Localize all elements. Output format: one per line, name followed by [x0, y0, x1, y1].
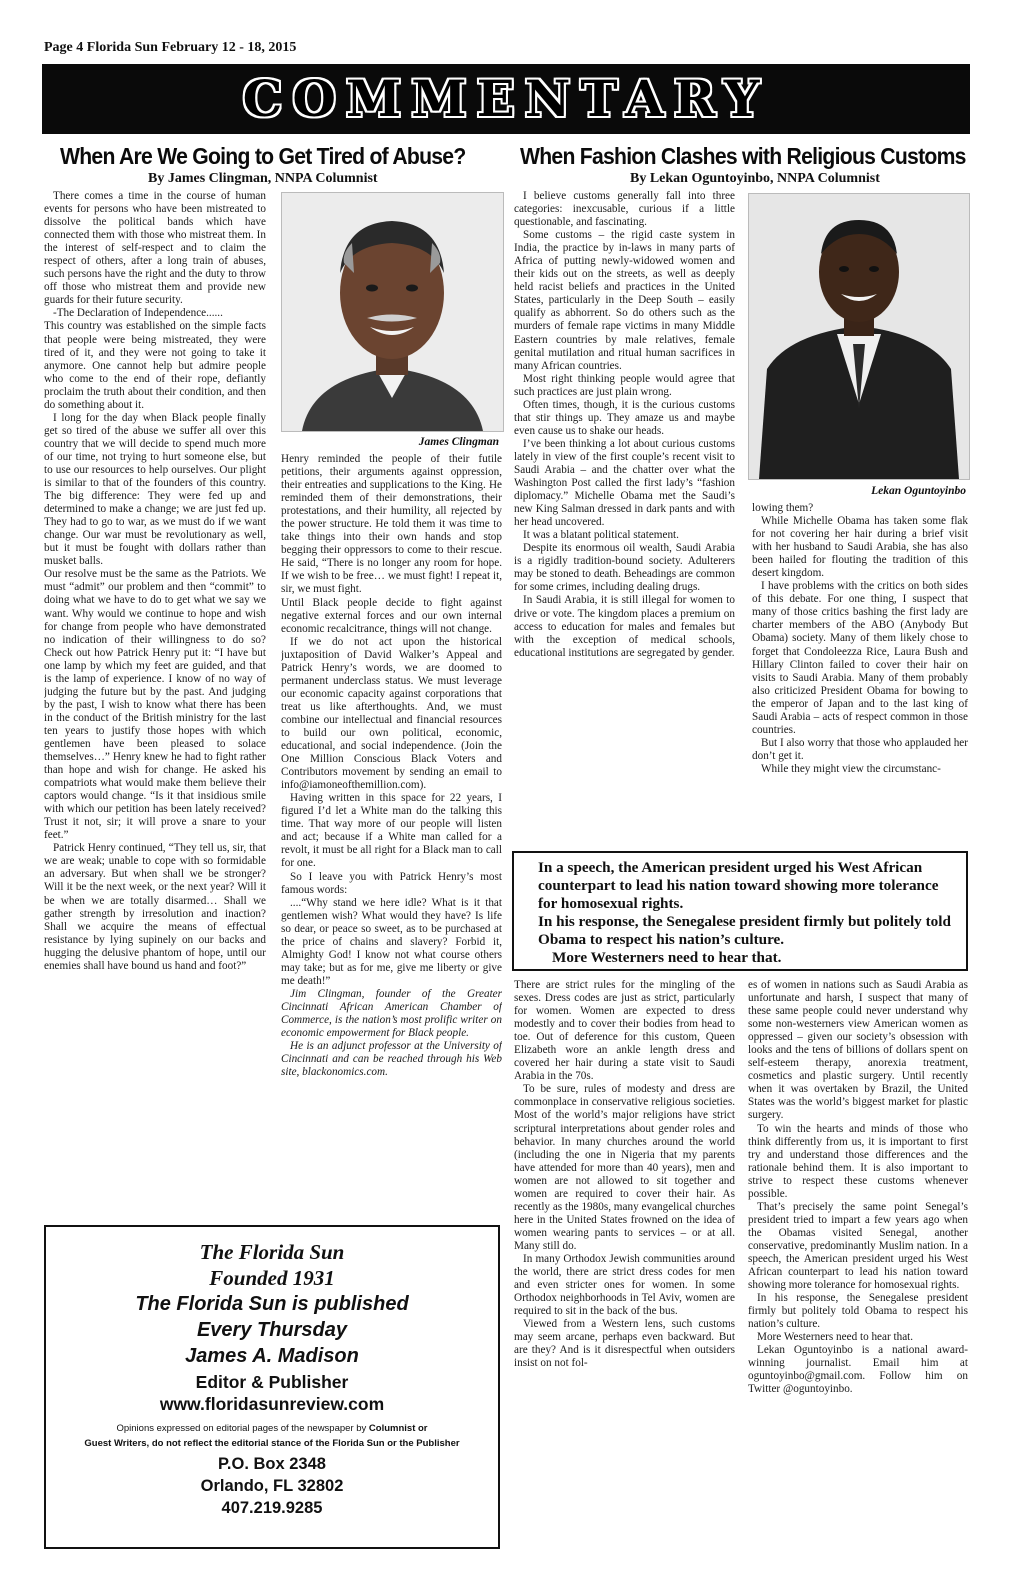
pull-quote-box — [512, 851, 968, 971]
right-article-column-3 — [514, 979, 735, 1549]
paragraph: If we do not act upon the historical juxtaposition of David Walker’s Appeal and Patrick Henry’s words, we are doomed to permanent underclass status. We must leverage our economic capacity against corporations that treat us like afterthoughts. And, we must combine our intellectual and financial resources to build our own political, economic, educational, and social independence. (Join the One Million Conscious Black Voters and Contributors movement by sending an email to info@iamoneofthemillion.com). — [281, 635, 502, 792]
page-header-line: Page 4 Florida Sun February 12 - 18, 2015 — [44, 40, 297, 55]
paragraph: I’ve been thinking a lot about curious customs lately in view of the first couple’s recent visit to Saudi Arabia – and the chatter over what the Washington Post called the first lady’s “fashion diplomacy.” Michelle Obama met the Saudi’s new King Salman dressed in dark pants and with her head uncovered. — [514, 437, 735, 529]
paragraph: It was a blatant political statement. — [523, 529, 679, 542]
paragraph: Most right thinking people would agree that such practices are just plain wrong. — [514, 372, 735, 398]
founded-line: Founded 1931 — [209, 1266, 335, 1290]
phone-number: 407.219.9285 — [221, 1499, 323, 1517]
paragraph: Lekan Oguntoyinbo is a national award-winning journalist. Email him at oguntoyinbo@gmail.com. Follow him on Twitter @oguntoyinbo. — [748, 1344, 968, 1396]
paragraph: There are strict rules for the mingling of the sexes. Dress codes are just as strict, particularly for women. Women are expected to dress modestly and to cover their bodies from head to toe. Out of deference for this custom, Queen Elizabeth wore an ankle length dress and covered her hair during a state visit to Saudi Arabia in the 70s. — [514, 979, 735, 1083]
right-article-column-2 — [752, 502, 968, 842]
paragraph: This country was established on the simple facts that people were being mistreated, they were tired of it, and they were not going to take it anymore. One cannot help but admire people who come to the end of their rope, defiantly proclaim the truth about their condition, and then do something about it. — [44, 320, 266, 411]
paragraph: Henry reminded the people of their futile petitions, their arguments against oppression, their entreaties and supplications to the King. He reminded them of their demonstrations, their protestations, and their humility, all rejected by the power structure. He told them it was time to take things into their own hands and stop begging their oppressors to come to their rescue. He said, “There is no longer any room for hope. If we wish to be free… we must fight! I repeat it, sir, we must fight. — [281, 453, 502, 596]
right-article-byline: By Lekan Oguntoyinbo, NNPA Columnist — [630, 171, 880, 186]
po-box: P.O. Box 2348 — [218, 1455, 326, 1473]
section-banner — [42, 64, 970, 134]
paragraph: Our resolve must be the same as the Patriots. We must “admit” our problem and then “commit” to doing what we have to do to get what we say we want. Why would we continue to hope and wish for change from people who have demonstrated no indication of their willingness to do so? Check out how Patrick Henry put it: “I have but one lamp by which my feet are guided, and that is the lamp of experience. I know of no way of judging the future but by the past. And judging by the past, I wish to know what there has been in the conduct of the British ministry for the last ten years to justify those hopes with which gentlemen have been pleased to solace themselves…” Henry knew he had to fight rather than hope and wish for change. He asked his compatriots what would make them believe their captors would change. “Is it that insidious smile with which our petition has been lately received? Trust it not, sir; it will prove a snare to your feet.” — [44, 568, 266, 842]
right-article-headline: When Fashion Clashes with Religious Customs — [520, 143, 966, 169]
paragraph: Despite its enormous oil wealth, Saudi Arabia is a rigidly tradition-bound society. Adulterers may be stoned to death. Beheadings are common for some crimes, including dealing drugs. — [514, 542, 735, 594]
editor-name: James A. Madison — [185, 1345, 359, 1367]
left-article-headline: When Are We Going to Get Tired of Abuse? — [60, 143, 466, 169]
james-clingman-photo-caption: James Clingman — [418, 436, 499, 448]
published-line-2: Every Thursday — [196, 1319, 348, 1341]
author-bio: He is an adjunct professor at the University of Cincinnati and can be reached through his Web site, blackonomics.com. — [281, 1040, 502, 1079]
paragraph: Until Black people decide to fight against negative external forces and our own internal economic recalcitrance, things will not change. — [281, 596, 502, 635]
left-article-column-2 — [281, 453, 502, 1215]
paragraph: More Westerners need to hear that. — [757, 1331, 914, 1344]
pull-quote-line: In a speech, the American president urged his West African counterpart to lead his nation toward showing more tolerance for homosexual rights. — [538, 859, 939, 912]
paragraph: So I leave you with Patrick Henry’s most famous words: — [281, 870, 502, 896]
paragraph: I believe customs generally fall into three categories: inexcusable, curious if a little questionable, and fascinating. — [514, 190, 735, 229]
paragraph: In many Orthodox Jewish communities around the world, there are strict dress codes for men and even stricter ones for women. In some Orthodox neighborhoods in Tel Aviv, women are required to sit in the back of the bus. — [514, 1252, 735, 1318]
editor-title: Editor & Publisher — [195, 1372, 349, 1392]
disclaimer-line-1: Opinions expressed on editorial pages of the newspaper by Columnist or — [116, 1423, 428, 1434]
lekan-oguntoyinbo-photo — [748, 193, 970, 480]
paragraph: To win the hearts and minds of those who think differently from us, it is important to first try and understand those differences and the rationale behind them. It is also important to strive to respect these customs whenever possible. — [748, 1122, 968, 1200]
paragraph: Patrick Henry continued, “They tell us, sir, that we are weak; unable to cope with so formidable an adversary. But when shall we be stronger? Will it be the next week, or the next year? Will it be when we are totally disarmed… Shall we gather strength by irresolution and inaction? Shall we acquire the means of effectual resistance by lying supinely on our backs and hugging the delusive phantom of hope, until our enemies shall have bound us hand and foot?” — [44, 842, 266, 972]
author-bio: Jim Clingman, founder of the Greater Cincinnati African American Chamber of Commerce, is the nation’s most prolific writer on economic empowerment for Black people. — [281, 987, 502, 1040]
masthead-info-box — [44, 1225, 500, 1549]
portrait-illustration — [282, 193, 503, 431]
paragraph: lowing them? — [752, 502, 814, 514]
left-article-byline: By James Clingman, NNPA Columnist — [148, 171, 378, 186]
right-article-column-1 — [514, 190, 735, 842]
paragraph: Some customs – the rigid caste system in India, the practice by in-laws in many parts of Africa of putting newly-widowed women and their kids out on the streets, as well as deeply held racist beliefs and practices in the United States, particularly in the Deep South – easily qualify as abhorrent. So do others such as the murders of female rape victims in many Middle Eastern countries by male relatives, female genital mutilation and ritual human sacrifices in many African countries. — [514, 229, 735, 372]
paragraph: There comes a time in the course of human events for persons who have been mistreated to dissolve the political bands which have connected them with those who mistreat them. In the interest of self-respect and to claim the respect of others, after a long train of abuses, such persons have the right and the duty to throw off those who mistreat them and provide new guards for their future security. — [44, 190, 266, 307]
section-banner-title: COMMENTARY — [242, 69, 770, 128]
paragraph: I long for the day when Black people finally get so tired of the abuse we suffer all over this country that we will decide to spend much more of our time, not trying to hurt someone else, but to use our resources to help ourselves. Our plight is similar to that of the founders of this country. The big difference: They were fed up and determined to make a change; we are just fed up. They had to go to war, as we must do if we want change. Our war must be revolutionary as well, but it must be fought with dollars rather than musket balls. — [44, 411, 266, 568]
right-article-column-4 — [748, 979, 968, 1549]
left-article-column-1 — [44, 190, 266, 1215]
disclaimer-line-2: Guest Writers, do not reflect the editorial stance of the Florida Sun or the Publisher — [84, 1438, 460, 1449]
city-line: Orlando, FL 32802 — [200, 1477, 344, 1495]
paragraph: To be sure, rules of modesty and dress are commonplace in conservative religious societies. Most of the world’s major religions have strict scriptural interpretations about gender roles and behavior. In many churches around the world (including the one in Nigeria that my parents have attended for more than 40 years), men and women are not allowed to sit together and women are required to cover their hair. As recently as the 1980s, many evangelical churches here in the United States frowned on the idea of women wearing pants to services – or at all. Many still do. — [514, 1083, 735, 1252]
paragraph: While they might view the circumstanc- — [761, 762, 941, 775]
paper-name: The Florida Sun — [199, 1240, 345, 1264]
website-link[interactable]: www.floridasunreview.com — [159, 1394, 385, 1414]
paragraph: es of women in nations such as Saudi Arabia as unfortunate and harsh, I suspect that many of these same people could never understand why some non-westerners view American women as oppressed – given our society’s obsession with looks and the tens of billions of dollars spent on self-esteem therapy, anorexia treatment, cosmetics and plastic surgery. Until recently when it was overtaken by Brazil, the United States was the world’s biggest market for plastic surgery. — [748, 979, 968, 1122]
james-clingman-photo — [281, 192, 504, 432]
pull-quote-line: More Westerners need to hear that. — [552, 949, 782, 966]
paragraph: Often times, though, it is the curious customs that stir things up. They amaze us and maybe even cause us to shake our heads. — [514, 398, 735, 437]
paragraph: -The Declaration of Independence...... — [53, 307, 223, 320]
paragraph: But I also worry that those who applauded her don’t get it. — [752, 736, 968, 762]
paragraph: That’s precisely the same point Senegal’s president tried to impart a few years ago when the Obamas visited Senegal, another conservative, predominantly Muslim nation. In a speech, the American president urged his West African counterpart to lead his nation toward showing more tolerance for homosexual rights. — [748, 1200, 968, 1292]
paragraph: Viewed from a Western lens, such customs may seem arcane, perhaps even backward. But are they? And is it disrespectful when outsiders insist on not fol- — [514, 1318, 735, 1370]
paragraph: In Saudi Arabia, it is still illegal for women to drive or vote. The kingdom places a premium on access to education for males and females but with the exception of medical schools, educational institutions are segregated by gender. — [514, 594, 735, 659]
paragraph: Having written in this space for 22 years, I figured I’d let a White man do the talking this time. That way more of our people will listen and act; because if a White man called for a revolt, it must be all right for a Black man to call for one. — [281, 792, 502, 870]
portrait-illustration — [749, 194, 969, 479]
paragraph: While Michelle Obama has taken some flak for not covering her hair during a brief visit with her husband to Saudi Arabia, she has also been hailed for flouting the tradition of this desert kingdom. — [752, 515, 968, 580]
published-line-1: The Florida Sun is published — [135, 1293, 409, 1315]
paragraph: ....“Why stand we here idle? What is it that gentlemen wish? What would they have? Is life so dear, or peace so sweet, as to be purchased at the price of chains and slavery? Forbid it, Almighty God! I know not what course others may take; but as for me, give me liberty or give me death!” — [281, 896, 502, 987]
paragraph: In his response, the Senegalese president firmly but politely told Obama to respect his nation’s culture. — [748, 1292, 968, 1331]
paragraph: I have problems with the critics on both sides of this debate. For one thing, I suspect that many of those critics bashing the first lady are charter members of the ABO (Anybody But Obama) society. Many of them likely chose to forget that Condoleezza Rice, Laura Bush and Hillary Clinton failed to cover their hair on visits to Saudi Arabia. Many of them probably also criticized President Obama for bowing to the emperor of Japan and to the last king of Saudi Arabia – acts of respect common in those countries. — [752, 580, 968, 736]
pull-quote-line: In his response, the Senegalese president firmly but politely told Obama to respect his nation’s culture. — [538, 913, 951, 948]
lekan-oguntoyinbo-photo-caption: Lekan Oguntoyinbo — [871, 485, 966, 497]
